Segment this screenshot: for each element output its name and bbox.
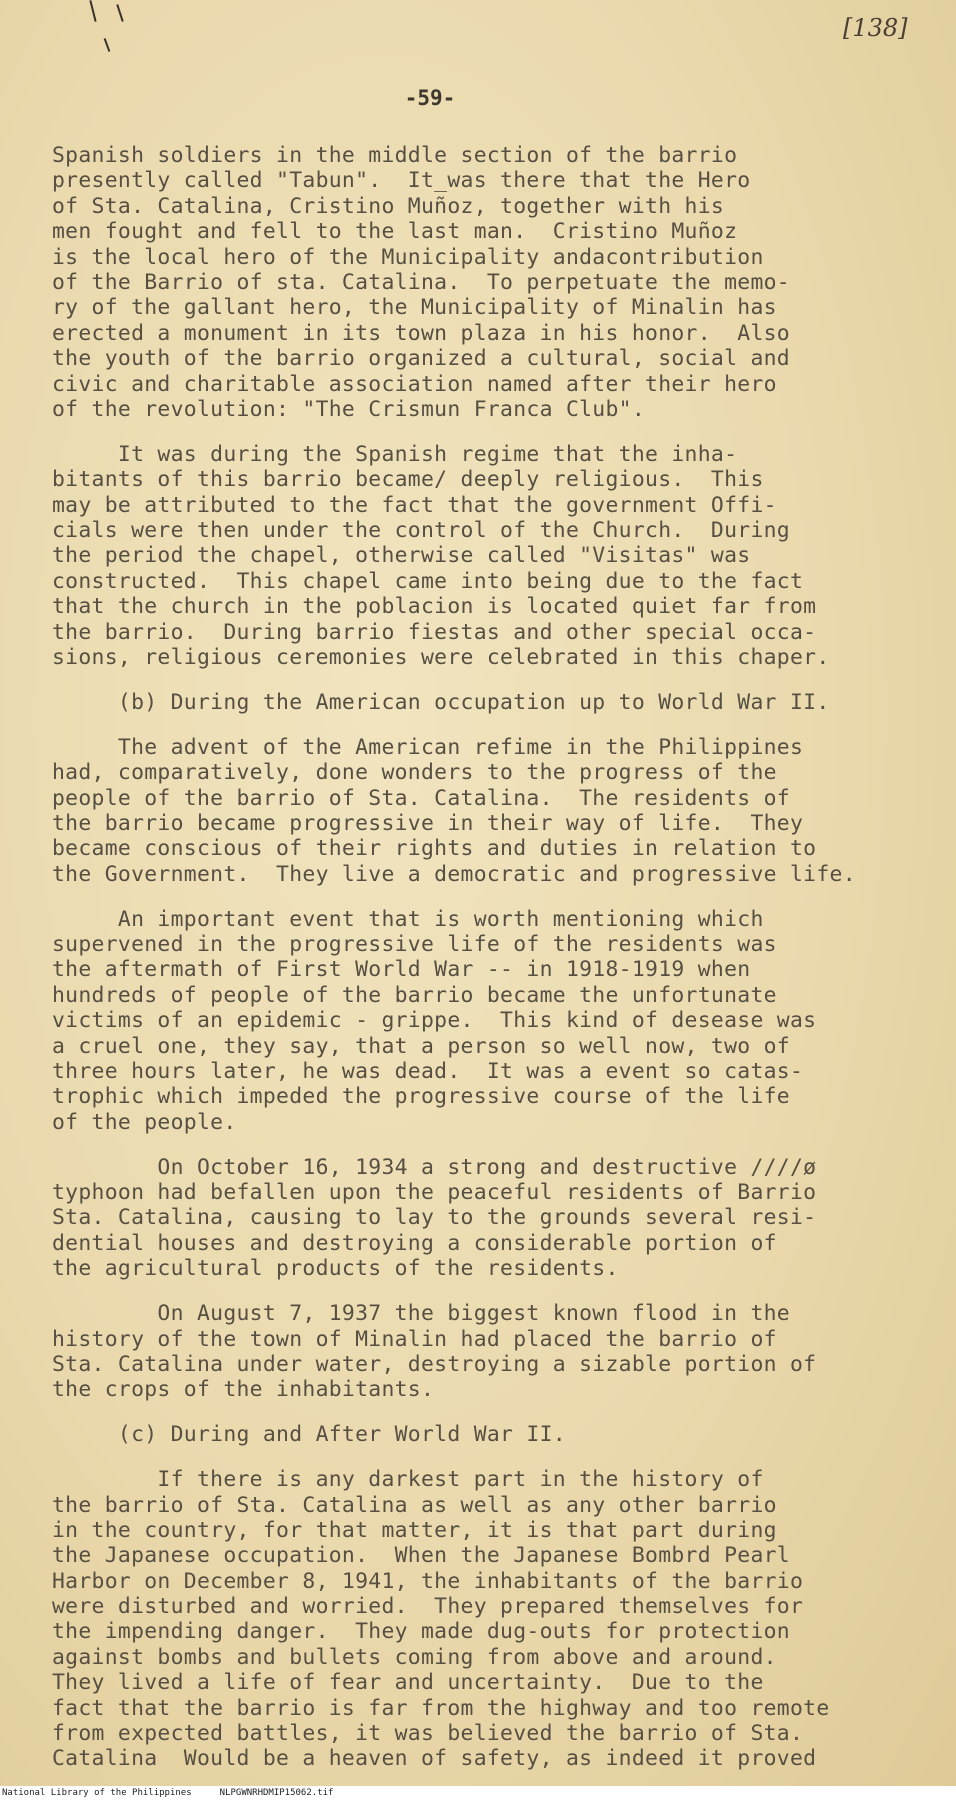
scan-footer — [0, 1786, 956, 1800]
text-line: the barrio. During barrio fiestas and other special occa- — [52, 619, 817, 645]
text-line: that the church in the poblacion is located quiet far from — [52, 594, 817, 620]
text-line: sions, religious ceremonies were celebrated in this chaper. — [52, 644, 830, 670]
text-line: the crops of the inhabitants. — [52, 1377, 435, 1403]
text-line: On October 16, 1934 a strong and destructive ////ø — [52, 1154, 817, 1180]
text-line: men fought and fell to the last man. Cristino Muñoz — [52, 219, 738, 245]
text-line: constructed. This chapel came into being due to the fact — [52, 568, 804, 594]
section-heading: (c) During and After World War II. — [52, 1422, 566, 1448]
text-line: erected a monument in its town plaza in his honor. Also — [52, 320, 790, 346]
text-line: dential houses and destroying a considerable portion of — [52, 1230, 777, 1256]
text-line: They lived a life of fear and uncertainty. Due to the — [52, 1670, 764, 1696]
text-line: of Sta. Catalina, Cristino Muñoz, together with his — [52, 193, 725, 219]
text-line: presently called "Tabun". It_was there that the Hero — [52, 168, 751, 194]
ink-mark — [116, 4, 123, 22]
text-line: the barrio of Sta. Catalina as well as any other barrio — [52, 1492, 777, 1518]
text-line: history of the town of Minalin had placed the barrio of — [52, 1326, 777, 1352]
text-line: Sta. Catalina under water, destroying a sizable portion of — [52, 1351, 817, 1377]
text-line: of the revolution: "The Crismun Franca Club". — [52, 396, 646, 422]
text-line: typhoon had befallen upon the peaceful residents of Barrio — [52, 1180, 817, 1205]
ink-mark — [104, 38, 111, 52]
text-line: of the Barrio of sta. Catalina. To perpetuate the memo- — [52, 269, 790, 295]
ink-mark — [89, 0, 96, 22]
text-line: ry of the gallant hero, the Municipality of Minalin has — [52, 295, 777, 321]
text-line: Harbor on December 8, 1941, the inhabitants of the barrio — [52, 1568, 804, 1594]
text-line: the aftermath of First World War -- in 1918-1919 when — [52, 957, 751, 983]
file-name: NLPGWNRHDMIP15062.tif — [219, 1788, 334, 1798]
text-line: were disturbed and worried. They prepared themselves for — [52, 1594, 804, 1620]
institution-label: National Library of the Philippines — [2, 1788, 192, 1798]
text-line: If there is any darkest part in the history of — [52, 1467, 764, 1493]
text-line: trophic which impeded the progressive course of the life — [52, 1084, 790, 1110]
text-line: Catalina Would be a heaven of safety, as indeed it proved — [52, 1746, 817, 1772]
text-line: It was during the Spanish regime that the inha- — [52, 441, 738, 467]
text-line: The advent of the American refime in the Philippines — [52, 734, 804, 760]
text-line: is the local hero of the Municipality andacontribution — [52, 244, 764, 270]
text-line: On August 7, 1937 the biggest known flood in the — [52, 1301, 790, 1327]
text-line: cials were then under the control of the Church. During — [52, 518, 790, 543]
text-line: the period the chapel, otherwise called "Visitas" was — [52, 543, 751, 569]
text-line: supervened in the progressive life of the residents was — [52, 932, 777, 957]
text-line: bitants of this barrio became/ deeply religious. This — [52, 467, 764, 493]
text-line: hundreds of people of the barrio became the unfortunate — [52, 982, 777, 1008]
text-line: from expected battles, it was believed the barrio of Sta. — [52, 1721, 804, 1746]
text-line: fact that the barrio is far from the highway and too remote — [52, 1695, 830, 1721]
text-line: a cruel one, they say, that a person so well now, two of — [52, 1033, 790, 1059]
section-heading: (b) During the American occupation up to World War II. — [52, 689, 830, 715]
text-line: may be attributed to the fact that the government Offi- — [52, 492, 777, 518]
text-line: the Japanese occupation. When the Japanese Bombrd Pearl — [52, 1543, 790, 1569]
archive-number: [138] — [843, 14, 908, 42]
text-line: became conscious of their rights and duties in relation to — [52, 836, 817, 862]
text-line: against bombs and bullets coming from above and around. — [52, 1644, 777, 1670]
page-number: -59- — [404, 86, 456, 110]
text-line: victims of an epidemic - grippe. This kind of desease was — [52, 1008, 817, 1034]
text-line: of the people. — [52, 1109, 237, 1135]
text-line: Sta. Catalina, causing to lay to the grounds several resi- — [52, 1205, 817, 1231]
text-line: three hours later, he was dead. It was a event so catas- — [52, 1058, 804, 1084]
text-line: the Government. They live a democratic and progressive life. — [52, 861, 856, 887]
text-line: people of the barrio of Sta. Catalina. The residents of — [52, 785, 790, 811]
text-line: the youth of the barrio organized a cultural, social and — [52, 346, 790, 372]
text-line: the barrio became progressive in their way of life. They — [52, 810, 804, 836]
text-line: the impending danger. They made dug-outs for protection — [52, 1619, 790, 1645]
text-line: in the country, for that matter, it is that part during — [52, 1517, 777, 1543]
text-line: An important event that is worth mentioning which — [52, 906, 764, 932]
text-line: civic and charitable association named after their hero — [52, 371, 777, 397]
text-line: the agricultural products of the residents. — [52, 1256, 619, 1282]
text-line: had, comparatively, done wonders to the progress of the — [52, 760, 777, 786]
text-line: Spanish soldiers in the middle section of the barrio — [52, 143, 738, 168]
